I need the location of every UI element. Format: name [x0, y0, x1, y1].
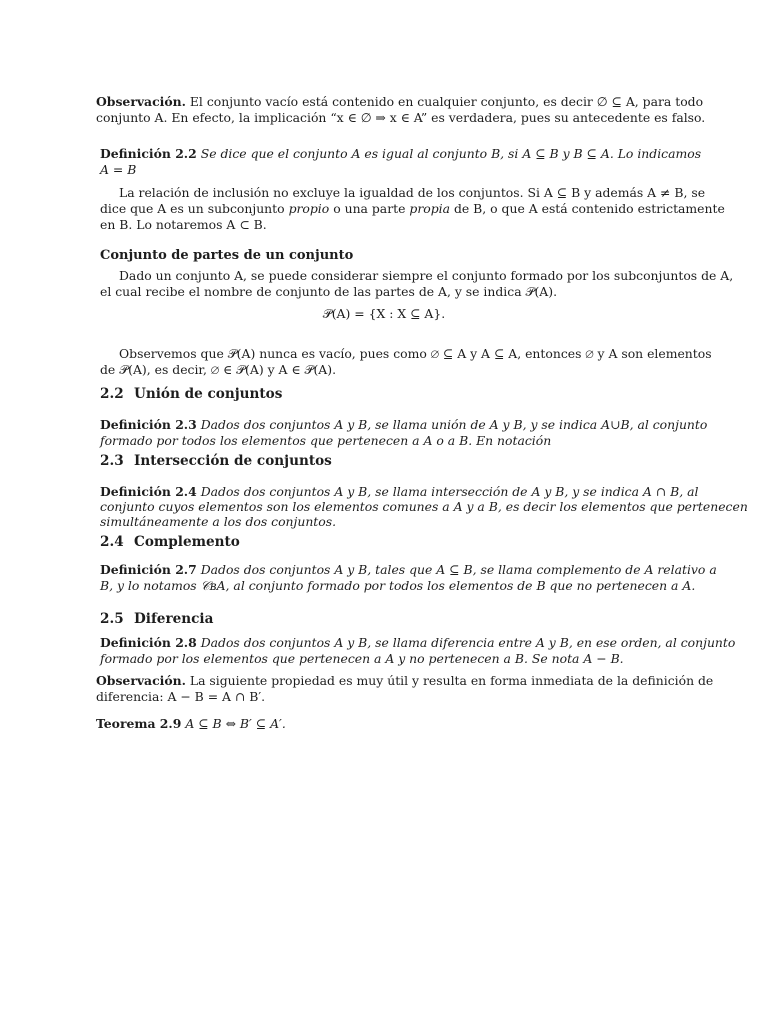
partes-line-1: Dado un conjunto A, se puede considerar siempre el conjunto formado por los subconjuntos de A,	[119, 268, 734, 283]
definition-2-3-line-2: formado por todos los elementos que pertenecen a A o a B. En notación	[100, 433, 552, 448]
definition-2-4-line-1	[100, 484, 698, 500]
definition-2-8-line-1	[100, 635, 735, 651]
observation-text: La siguiente propiedad es muy útil y resulta en forma inmediata de la definición de	[189, 673, 714, 688]
section-number: 2.3	[100, 453, 124, 469]
observation-label: Observación.	[96, 94, 186, 109]
definition-2-4-line-3: simultáneamente a los dos conjuntos.	[100, 514, 337, 529]
text-run: o una parte	[333, 201, 406, 216]
section-title: Diferencia	[134, 611, 214, 627]
section-heading-interseccion	[100, 453, 332, 469]
theorem-2-9	[96, 716, 286, 732]
observation-2-line-1	[96, 673, 713, 689]
paragraph-inclusion-line-1: La relación de inclusión no excluye la igualdad de los conjuntos. Si A ⊆ B y además A ≠ B, se	[119, 185, 706, 200]
emphasis-propia: propia	[409, 201, 450, 216]
definition-text: Se dice que el conjunto A es igual al conjunto B, si A ⊆ B y B ⊆ A. Lo indicamos	[200, 146, 702, 161]
section-title: Unión de conjuntos	[134, 386, 283, 402]
partes-formula: 𝒫(A) = {X : X ⊆ A}.	[322, 306, 446, 321]
observation-line-1	[96, 94, 703, 110]
text-run: dice que A es un subconjunto	[100, 201, 285, 216]
observation-label: Observación.	[96, 673, 186, 688]
definition-2-7-line-1	[100, 562, 717, 578]
section-title: Intersección de conjuntos	[134, 453, 332, 469]
text-run: de B, o que A está contenido estrictamente	[453, 201, 725, 216]
emphasis-propio: propio	[288, 201, 330, 216]
theorem-text: A ⊆ B ⇔ B′ ⊆ A′.	[185, 716, 286, 731]
section-number: 2.2	[100, 386, 124, 402]
observation-text: El conjunto vacío está contenido en cualquier conjunto, es decir ∅ ⊆ A, para todo	[189, 94, 704, 109]
definition-label: Definición 2.3	[100, 417, 197, 432]
partes-line-3: Observemos que 𝒫(A) nunca es vacío, pues como ∅ ⊆ A y A ⊆ A, entonces ∅ y A son elementos	[119, 346, 712, 361]
definition-text: Dados dos conjuntos A y B, tales que A ⊆ B, se llama complemento de A relativo a	[200, 562, 717, 577]
definition-label: Definición 2.4	[100, 484, 197, 499]
section-number: 2.4	[100, 534, 124, 550]
definition-2-4-line-2: conjunto cuyos elementos son los elementos comunes a A y a B, es decir los elementos que pertenecen	[100, 499, 748, 514]
definition-label: Definición 2.8	[100, 635, 197, 650]
definition-2-7-line-2: B, y lo notamos 𝒞ʙA, al conjunto formado por todos los elementos de B que no pertenecen a A.	[100, 578, 696, 593]
section-heading-union	[100, 386, 282, 402]
definition-text: Dados dos conjuntos A y B, se llama diferencia entre A y B, en ese orden, al conjunto	[200, 635, 736, 650]
partes-line-4: de 𝒫(A), es decir, ∅ ∈ 𝒫(A) y A ∈ 𝒫(A).	[100, 362, 337, 377]
paragraph-inclusion-line-3: en B. Lo notaremos A ⊂ B.	[100, 217, 267, 232]
paragraph-inclusion-line-2	[100, 201, 725, 217]
section-title: Complemento	[134, 534, 240, 550]
section-heading-complemento	[100, 534, 240, 550]
observation-2-line-2: diferencia: A − B = A ∩ B′.	[96, 689, 266, 704]
definition-2-2-line-1	[100, 146, 701, 162]
definition-label: Definición 2.7	[100, 562, 197, 577]
definition-text: Dados dos conjuntos A y B, se llama intersección de A y B, y se indica A ∩ B, al	[200, 484, 699, 499]
heading-conjunto-de-partes: Conjunto de partes de un conjunto	[100, 248, 354, 263]
section-heading-diferencia	[100, 611, 213, 627]
theorem-label: Teorema 2.9	[96, 716, 182, 731]
definition-label: Definición 2.2	[100, 146, 197, 161]
partes-line-2: el cual recibe el nombre de conjunto de las partes de A, y se indica 𝒫(A).	[100, 284, 558, 299]
section-number: 2.5	[100, 611, 124, 627]
definition-2-8-line-2: formado por los elementos que pertenecen a A y no pertenecen a B. Se nota A − B.	[100, 651, 624, 666]
definition-text: Dados dos conjuntos A y B, se llama unión de A y B, y se indica A∪B, al conjunto	[200, 417, 708, 432]
definition-2-2-line-2: A = B	[100, 162, 137, 177]
definition-2-3-line-1	[100, 417, 707, 433]
observation-line-2: conjunto A. En efecto, la implicación “x ∈ ∅ ⇒ x ∈ A” es verdadera, pues su antecedente es falso.	[96, 110, 706, 125]
